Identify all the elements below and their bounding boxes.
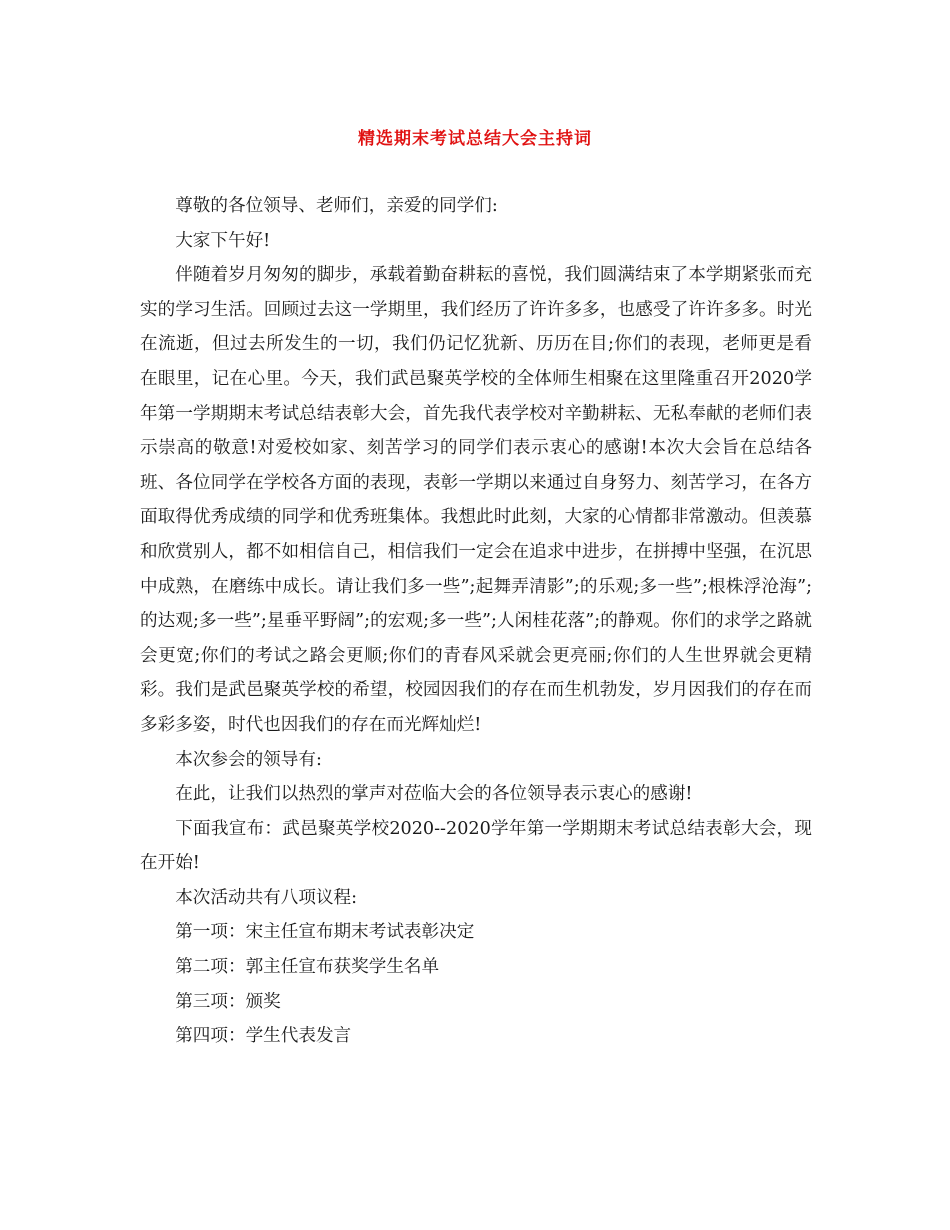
salutation-paragraph: 尊敬的各位领导、老师们，亲爱的同学们: [175, 196, 498, 216]
agenda-item: 第三项：颁奖 [175, 991, 281, 1012]
opening-speech-paragraph: 伴随着岁月匆匆的脚步，承载着勤奋耕耘的喜悦，我们圆满结束了本学期紧张而充实的学习生活。回顾过去这一学期里，我们经历了许许多多，也感受了许许多多。时光在流逝，但过去所发生的一切，我们仍记忆犹新、历历在目;你们的表现，老师更是看在眼里，记在心里。今天，我们武邑聚英学校的全体师生相聚在这里隆重召开2020学年第一学期期末考试总结表彰大会，首先我代表学校对辛勤耕耘、无私奉献的老师们表示崇高的敬意!对爱校如家、刻苦学习的同学们表示衷心的感谢!本次大会旨在总结各班、各位同学在学校各方面的表现，表彰一学期以来通过自身努力、刻苦学习，在各方面取得优秀成绩的同学和优秀班集体。我想此时此刻，大家的心情都非常激动。但羡慕和欣赏别人，都不如相信自己，相信我们一定会在追求中进步，在拼搏中坚强，在沉思中成熟，在磨练中成长。请让我们多一些”;起舞弄清影”;的乐观;多一些”;根株浮沧海”;的达观;多一些”;星垂平野阔”;的宏观;多一些”;人闲桂花落”;的静观。你们的求学之路就会更宽;你们的考试之路会更顺;你们的青春风采就会更亮丽;你们的人生世界就会更精彩。我们是武邑聚英学校的希望，校园因我们的存在而生机勃发，岁月因我们的存在而多彩多姿，时代也因我们的存在而光辉灿烂! [140, 265, 812, 735]
announcement-paragraph: 下面我宣布：武邑聚英学校2020--2020学年第一学期期末考试总结表彰大会，现在开始! [140, 818, 812, 874]
agenda-intro-paragraph: 本次活动共有八项议程: [175, 887, 358, 908]
document-body [140, 189, 812, 1054]
document-title: 精选期末考试总结大会主持词 [358, 129, 592, 149]
agenda-item: 第二项：郭主任宣布获奖学生名单 [175, 957, 440, 978]
agenda-item: 第四项：学生代表发言 [175, 1026, 352, 1047]
agenda-item: 第一项：宋主任宣布期末考试表彰决定 [175, 922, 475, 943]
greeting-paragraph: 大家下午好! [175, 230, 271, 251]
leaders-paragraph: 本次参会的领导有: [175, 749, 322, 770]
thanks-paragraph: 在此，让我们以热烈的掌声对莅临大会的各位领导表示衷心的感谢! [175, 784, 693, 805]
